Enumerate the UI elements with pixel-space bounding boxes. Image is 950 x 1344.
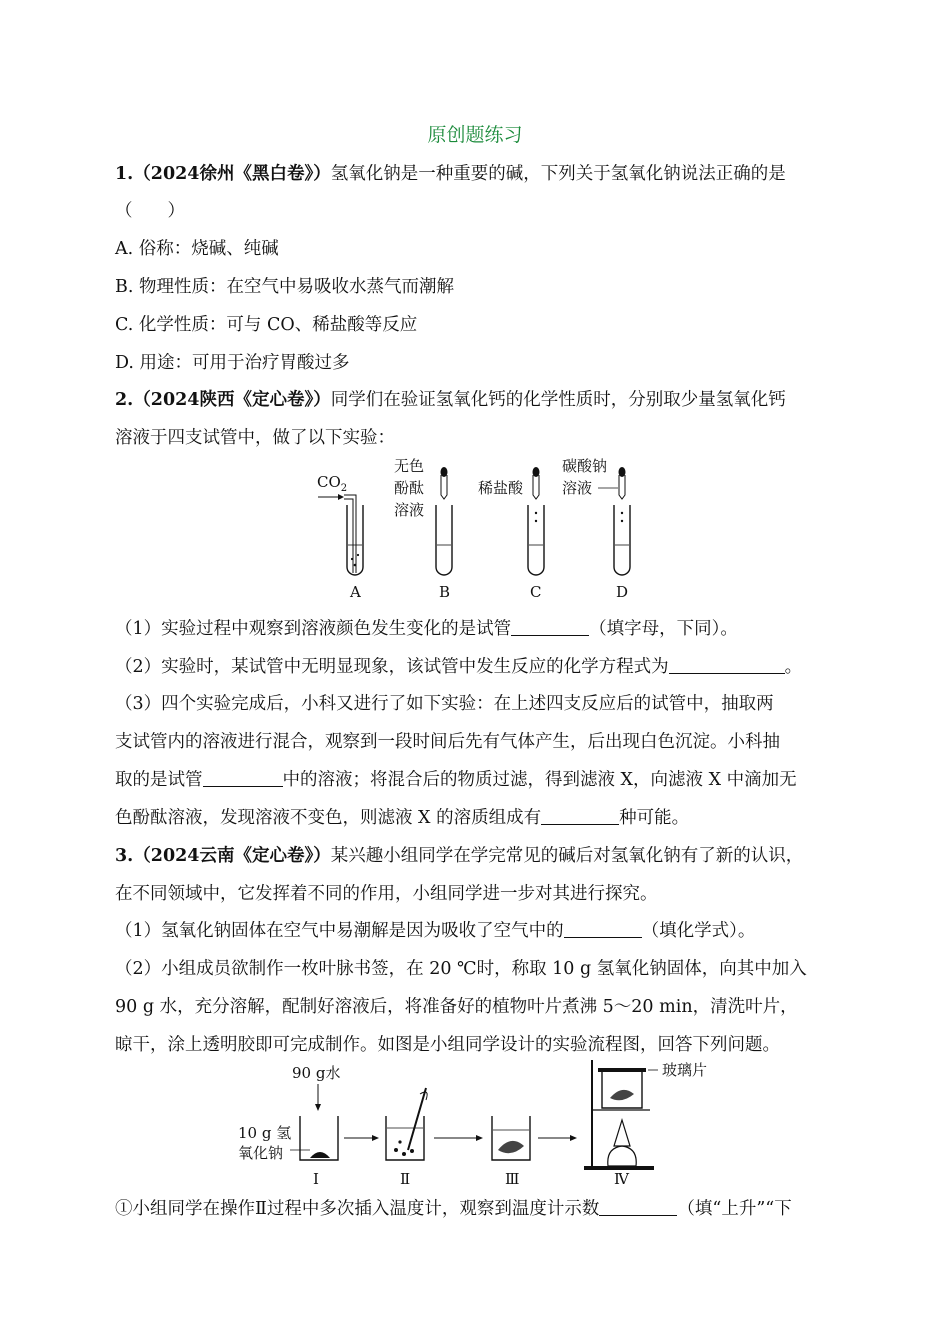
step-3-beaker xyxy=(492,1116,577,1188)
q3-part1: （1）氢氧化钠固体在空气中易潮解是因为吸收了空气中的 （填化学式）。 xyxy=(115,921,756,941)
b-reagent-line2: 酚酞 xyxy=(394,479,425,497)
q2-stem-line2: 溶液于四支试管中，做了以下实验： xyxy=(115,428,395,448)
q2-stem-line1 xyxy=(115,386,845,411)
q3-blank1[interactable] xyxy=(564,921,642,938)
q1-number: 1. xyxy=(115,164,134,184)
dropper-c xyxy=(533,475,539,499)
q1-option-c: C. 化学性质：可与 CO、稀盐酸等反应 xyxy=(115,315,418,335)
alcohol-lamp-flame xyxy=(614,1120,630,1146)
tube-label-d: D xyxy=(616,583,629,601)
glass-plate-label: 玻璃片 xyxy=(662,1061,708,1079)
q2-number: 2. xyxy=(115,390,134,410)
co2-label: $CO_2$ xyxy=(317,473,348,494)
q1-answer-paren: （ ） xyxy=(115,201,185,221)
step-label-1: Ⅰ xyxy=(313,1170,319,1188)
q1-stem-text: 氢氧化钠是一种重要的碱，下列关于氢氧化钠说法正确的是 xyxy=(330,164,786,184)
tube-label-c: C xyxy=(530,583,542,601)
q2-part3-line2: 支试管内的溶液进行混合，观察到一段时间后先有气体产生，后出现白色沉淀。小科抽 xyxy=(115,732,780,752)
q2-blank2[interactable] xyxy=(669,657,785,674)
dropper-d xyxy=(619,475,625,499)
test-tube-d xyxy=(562,457,630,601)
section-title: 原创题练习 xyxy=(427,124,523,146)
q2-blank1[interactable] xyxy=(511,619,589,636)
q3-stem-line2: 在不同领域中，它发挥着不同的作用，小组同学进一步对其进行探究。 xyxy=(115,884,658,904)
q3-source: （2024云南《定心卷》） xyxy=(133,846,331,866)
tube-label-a: A xyxy=(350,583,361,601)
flow-figure xyxy=(230,1058,730,1193)
water-label: 90 g水 xyxy=(292,1064,341,1082)
q3-part2-line1: （2）小组成员欲制作一枚叶脉书签，在 20 ℃时，称取 10 g 氢氧化钠固体，向其中加入 xyxy=(115,959,807,979)
c-reagent-label: 稀盐酸 xyxy=(478,479,524,497)
b-reagent-line3: 溶液 xyxy=(394,501,425,519)
q2-part1: （1）实验过程中观察到溶液颜色发生变化的是试管 （填字母，下同）。 xyxy=(115,619,738,639)
step-label-2: Ⅱ xyxy=(400,1170,411,1188)
q3-part2-line3: 晾干，涂上透明胶即可完成制作。如图是小组同学设计的实验流程图，回答下列问题。 xyxy=(115,1035,780,1055)
q2-part2: （2）实验时，某试管中无明显现象，该试管中发生反应的化学方程式为 。 xyxy=(115,657,803,677)
q1-option-b: B. 物理性质：在空气中易吸收水蒸气而潮解 xyxy=(115,277,454,297)
naoh-label-1: 10 g 氢 xyxy=(238,1124,292,1142)
alcohol-lamp xyxy=(608,1146,636,1166)
leaf-icon xyxy=(498,1141,524,1153)
glass-rod xyxy=(408,1088,426,1150)
q2-source: （2024陕西《定心卷》） xyxy=(133,390,331,410)
q2-part3-line1: （3）四个实验完成后，小科又进行了如下实验：在上述四支反应后的试管中，抽取两 xyxy=(115,694,774,714)
q2-stem-text1: 同学们在验证氢氧化钙的化学性质时，分别取少量氢氧化钙 xyxy=(330,390,786,410)
q2-blank3[interactable] xyxy=(203,770,283,787)
d-reagent-line1: 碳酸钠 xyxy=(562,457,608,475)
naoh-label-2: 氧化钠 xyxy=(238,1144,284,1162)
test-tube-figure xyxy=(300,455,660,605)
step-4-heating xyxy=(584,1060,707,1188)
q3-stem-line1: 3.（2024云南《定心卷》）某兴趣小组同学在学完常见的碱后对氢氧化钠有了新的认识， xyxy=(115,846,804,866)
q1-option-a: A. 俗称：烧碱、纯碱 xyxy=(115,239,279,259)
test-tube-a xyxy=(317,473,363,601)
step-label-3: Ⅲ xyxy=(505,1170,520,1188)
b-reagent-line1: 无色 xyxy=(394,457,425,475)
q3-part2-line2: 90 g 水，充分溶解，配制好溶液后，将准备好的植物叶片煮沸 5～20 min，清洗叶片， xyxy=(115,997,798,1017)
q3-blank2[interactable] xyxy=(599,1199,677,1216)
q1-option-d: D. 用途：可用于治疗胃酸过多 xyxy=(115,353,350,373)
step-2-beaker xyxy=(386,1088,483,1188)
d-reagent-line2: 溶液 xyxy=(562,479,593,497)
q2-part3-line3: 取的是试管 中的溶液；将混合后的物质过滤，得到滤液 X，向滤液 X 中滴加无 xyxy=(115,770,797,790)
q2-part3-line4: 色酚酞溶液，发现溶液不变色，则滤液 X 的溶质组成有 种可能。 xyxy=(115,808,690,828)
glass-plate xyxy=(598,1068,646,1072)
test-tube-b xyxy=(394,457,452,601)
q1-stem xyxy=(115,160,845,185)
q3-sub1: ①小组同学在操作Ⅱ过程中多次插入温度计，观察到温度计示数 （填“上升”“下 xyxy=(115,1199,792,1219)
step-1-beaker xyxy=(238,1064,379,1188)
q1-source: （2024徐州《黑白卷》） xyxy=(133,164,331,184)
step-label-4: Ⅳ xyxy=(614,1170,629,1188)
dropper-b xyxy=(441,475,447,499)
q3-number: 3. xyxy=(115,846,134,866)
q2-blank4[interactable] xyxy=(541,808,619,825)
tube-label-b: B xyxy=(439,583,451,601)
test-tube-c xyxy=(478,467,544,601)
